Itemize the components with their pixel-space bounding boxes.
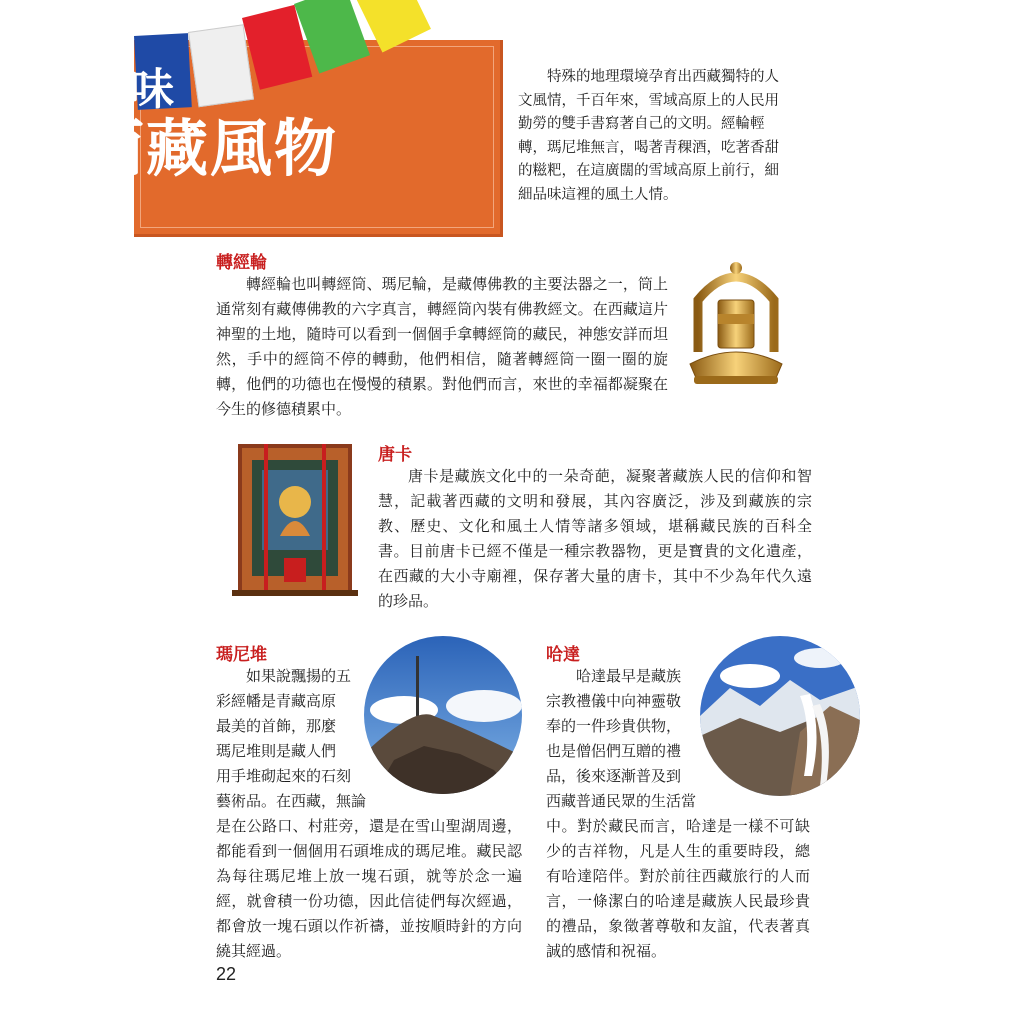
khata-line-1: 哈達最早是藏族 — [576, 667, 682, 685]
prayer-wheel-heading: 轉經輪 — [216, 253, 267, 273]
mani-line-4: 瑪尼堆則是藏人們 — [216, 742, 337, 760]
khata-photo — [700, 636, 860, 796]
mani-stones-photo — [364, 636, 522, 794]
khata-line-6: 西藏普通民眾的生活當 — [546, 792, 697, 810]
khata-line-5: 品，後來逐漸普及到 — [546, 767, 682, 785]
mani-rest: 是在公路口、村莊旁，還是在雪山聖湖周邊，都能看到一個個用石頭堆成的瑪尼堆。藏民認為每往瑪尼堆上放一塊石頭，就等於念一遍經，就會積一份功德，因此信徒們每次經過，都會放一塊石頭以作祈禱，並按順時針的方向繞其經過。 — [216, 817, 522, 960]
prayer-flags — [0, 0, 440, 120]
page-title-line1: 品味 — [82, 64, 178, 115]
mani-line-3: 最美的首飾，那麼 — [216, 717, 337, 735]
mani-line-6: 藝術品。在西藏，無論 — [216, 792, 367, 810]
mani-line-1: 如果說飄揚的五 — [246, 667, 352, 685]
thangka-text: 唐卡是藏族文化中的一朵奇葩，凝聚著藏族人民的信仰和智慧，記載著西藏的文明和發展，其內容廣泛，涉及到藏族的宗教、歷史、文化和風土人情等諸多領域，堪稱藏民族的百科全書。目前唐卡已經不僅是一種宗教器物，更是寶貴的文化遺產，在西藏的大小寺廟裡，保存著大量的唐卡，其中不少為年代久遠的珍品。 — [378, 467, 812, 610]
intro-paragraph: 特殊的地理環境孕育出西藏獨特的人文風情，千百年來，雪域高原上的人民用勤勞的雙手書寫著自己的文明。經輪輕轉，瑪尼堆無言，喝著青稞酒，吃著香甜的糍粑，在這廣闊的雪域高原上前行，細細品味這裡的風土人情。 — [518, 69, 779, 203]
mani-line-5: 用手堆砌起來的石刻 — [216, 767, 352, 785]
khata-heading: 哈達 — [546, 645, 580, 665]
khata-line-3: 奉的一件珍貴供物， — [546, 717, 682, 735]
thangka-image — [232, 440, 358, 598]
khata-rest: 中。對於藏民而言，哈達是一樣不可缺少的吉祥物，凡是人生的重要時段，總有哈達陪伴。對於前往西藏旅行的人而言，一條潔白的哈達是藏族人民最珍貴的禮品，象徵著尊敬和友誼，代表著真誠的感情和祝福。 — [546, 817, 810, 960]
mani-line-2: 彩經幡是青藏高原 — [216, 692, 337, 710]
prayer-wheel-text: 轉經輪也叫轉經筒、瑪尼輪，是藏傳佛教的主要法器之一，筒上通常刻有藏傳佛教的六字真言，轉經筒內裝有佛教經文。在西藏這片神聖的土地，隨時可以看到一個個手拿轉經筒的藏民，神態安詳而坦然，手中的經筒不停的轉動，他們相信，隨著轉經筒一圈一圈的旋轉，他們的功德也在慢慢的積累。對他們而言，來世的幸福都凝聚在今生的修德積累中。 — [216, 275, 668, 418]
thangka-heading: 唐卡 — [378, 445, 412, 465]
prayer-wheel-image — [684, 260, 788, 388]
mani-stones-heading: 瑪尼堆 — [216, 645, 267, 665]
page-title-line2: 西藏風物 — [82, 112, 339, 185]
khata-line-2: 宗教禮儀中向神靈敬 — [546, 692, 682, 710]
khata-line-4: 也是僧侶們互贈的禮 — [546, 742, 682, 760]
flag-white — [188, 24, 254, 107]
page-number: 22 — [216, 964, 237, 984]
